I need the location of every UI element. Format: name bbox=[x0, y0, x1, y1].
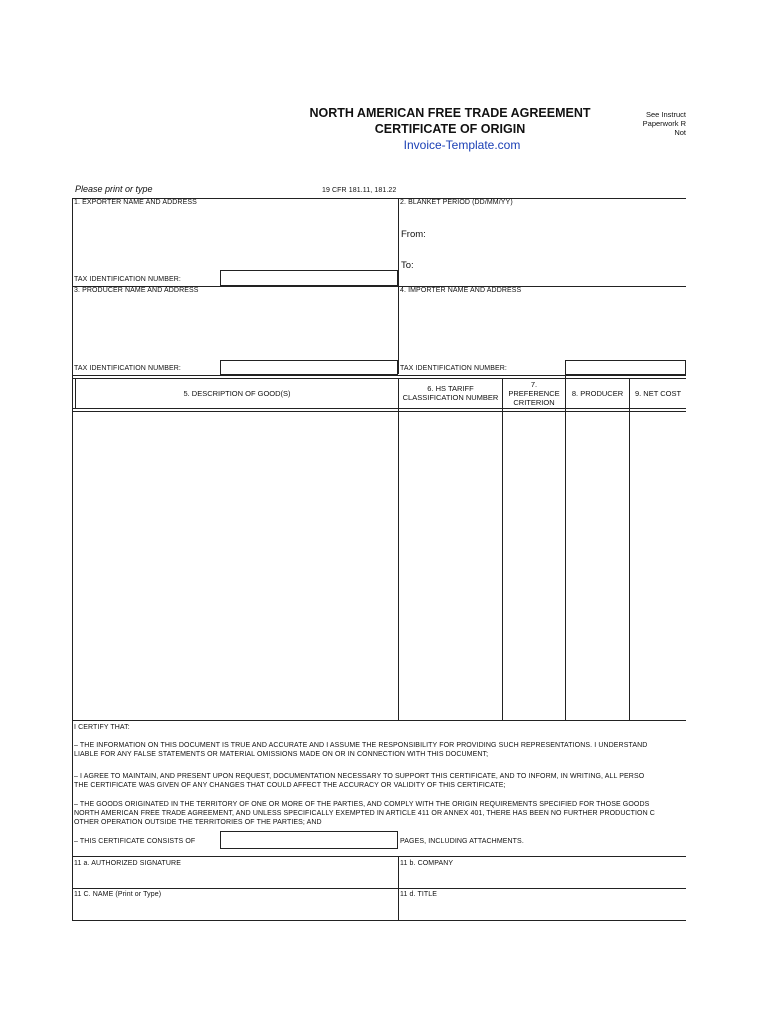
pages-count-field[interactable] bbox=[220, 831, 398, 849]
hs-tariff-cell[interactable] bbox=[399, 412, 501, 719]
certify-heading: I CERTIFY THAT: bbox=[74, 724, 130, 731]
certify-para3-line1: – THE GOODS ORIGINATED IN THE TERRITORY OF ONE OR MORE OF THE PARTIES, AND COMPLY WITH THE ORIGIN REQUIREMENTS SPECIFIED FOR THOSE GOODS bbox=[74, 801, 650, 808]
producer-col-header: 8. PRODUCER bbox=[571, 389, 624, 398]
producer-field[interactable] bbox=[74, 298, 396, 358]
pages-count-prefix: – THIS CERTIFICATE CONSISTS OF bbox=[74, 838, 196, 845]
divider bbox=[72, 408, 686, 409]
net-cost-cell[interactable] bbox=[630, 412, 686, 719]
tax-id-label-1: TAX IDENTIFICATION NUMBER: bbox=[74, 276, 181, 283]
net-cost-header: 9. NET COST bbox=[634, 389, 682, 398]
hs-tariff-header-line1: 6. HS TARIFF bbox=[427, 384, 474, 393]
certify-para2-line2: THE CERTIFICATE WAS GIVEN OF ANY CHANGES THAT COULD AFFECT THE ACCURACY OR VALIDITY OF THIS CERTIFICATE; bbox=[74, 782, 506, 789]
title-label: 11 d. TITLE bbox=[400, 891, 438, 898]
source-link[interactable]: Invoice-Template.com bbox=[403, 138, 521, 152]
importer-field[interactable] bbox=[400, 298, 684, 358]
certify-para1-line1: – THE INFORMATION ON THIS DOCUMENT IS TRUE AND ACCURATE AND I ASSUME THE RESPONSIBILITY FOR PROVIDING SUCH REPRESENTATIONS. I UNDERSTAND bbox=[74, 742, 648, 749]
authorized-signature-field[interactable] bbox=[74, 870, 396, 887]
certify-para1-line2: LIABLE FOR ANY FALSE STATEMENTS OR MATERIAL OMISSIONS MADE ON OR IN CONNECTION WITH THIS DOCUMENT; bbox=[74, 751, 489, 758]
company-field[interactable] bbox=[400, 870, 684, 887]
cfr-reference: 19 CFR 181.11, 181.22 bbox=[322, 187, 397, 194]
preference-header-line3: CRITERION bbox=[513, 398, 555, 407]
tax-id-label-3: TAX IDENTIFICATION NUMBER: bbox=[74, 365, 181, 372]
divider bbox=[72, 375, 686, 376]
tax-id-label-4: TAX IDENTIFICATION NUMBER: bbox=[400, 365, 507, 372]
tax-id-field-1[interactable] bbox=[220, 270, 398, 286]
certify-para3-line2: NORTH AMERICAN FREE TRADE AGREEMENT, AND UNLESS SPECIFICALLY EXEMPTED IN ARTICLE 411 OR ANNEX 401, THERE HAS BEEN NO FURTHER PRODUCTION C bbox=[74, 810, 655, 817]
tax-id-field-4[interactable] bbox=[565, 360, 686, 375]
exporter-label: 1. EXPORTER NAME AND ADDRESS bbox=[74, 199, 197, 206]
description-cell[interactable] bbox=[76, 412, 397, 719]
divider bbox=[72, 920, 686, 921]
certify-para3-line3: OTHER OPERATION OUTSIDE THE TERRITORIES OF THE PARTIES; AND bbox=[74, 819, 322, 826]
blanket-period-label: 2. BLANKET PERIOD (DD/MM/YY) bbox=[400, 199, 513, 206]
authorized-signature-label: 11 a. AUTHORIZED SIGNATURE bbox=[74, 860, 181, 867]
instructions-note-line2: Paperwork R bbox=[642, 119, 686, 128]
form-title-line2: CERTIFICATE OF ORIGIN bbox=[374, 122, 526, 136]
preference-cell[interactable] bbox=[503, 412, 564, 719]
name-field[interactable] bbox=[74, 901, 396, 919]
importer-label: 4. IMPORTER NAME AND ADDRESS bbox=[400, 287, 522, 294]
divider bbox=[72, 888, 686, 889]
instructions-note-line3: Not bbox=[674, 128, 686, 137]
company-label: 11 b. COMPANY bbox=[400, 860, 454, 867]
divider bbox=[72, 378, 686, 379]
from-label: From: bbox=[401, 229, 426, 240]
title-field[interactable] bbox=[400, 901, 684, 919]
preference-header-line1: 7. bbox=[530, 380, 538, 389]
name-label: 11 C. NAME (Print or Type) bbox=[74, 891, 162, 898]
to-label: To: bbox=[401, 260, 414, 271]
hs-tariff-header-line2: CLASSIFICATION NUMBER bbox=[402, 393, 499, 402]
pages-count-suffix: PAGES, INCLUDING ATTACHMENTS. bbox=[400, 838, 524, 845]
divider bbox=[72, 720, 686, 721]
tax-id-field-3[interactable] bbox=[220, 360, 398, 375]
preference-header-line2: PREFERENCE bbox=[508, 389, 560, 398]
divider bbox=[72, 198, 73, 920]
divider bbox=[72, 856, 686, 857]
certify-para2-line1: – I AGREE TO MAINTAIN, AND PRESENT UPON REQUEST, DOCUMENTATION NECESSARY TO SUPPORT THIS CERTIFICATE, AND TO INFORM, IN WRITING, ALL PERSO bbox=[74, 773, 645, 780]
description-header: 5. DESCRIPTION OF GOOD(S) bbox=[183, 389, 291, 398]
form-title-line1: NORTH AMERICAN FREE TRADE AGREEMENT bbox=[309, 106, 591, 120]
producer-label: 3. PRODUCER NAME AND ADDRESS bbox=[74, 287, 199, 294]
print-note: Please print or type bbox=[75, 184, 153, 194]
producer-cell[interactable] bbox=[566, 412, 628, 719]
exporter-field[interactable] bbox=[74, 210, 396, 270]
instructions-note-line1: See Instruct bbox=[645, 110, 686, 119]
